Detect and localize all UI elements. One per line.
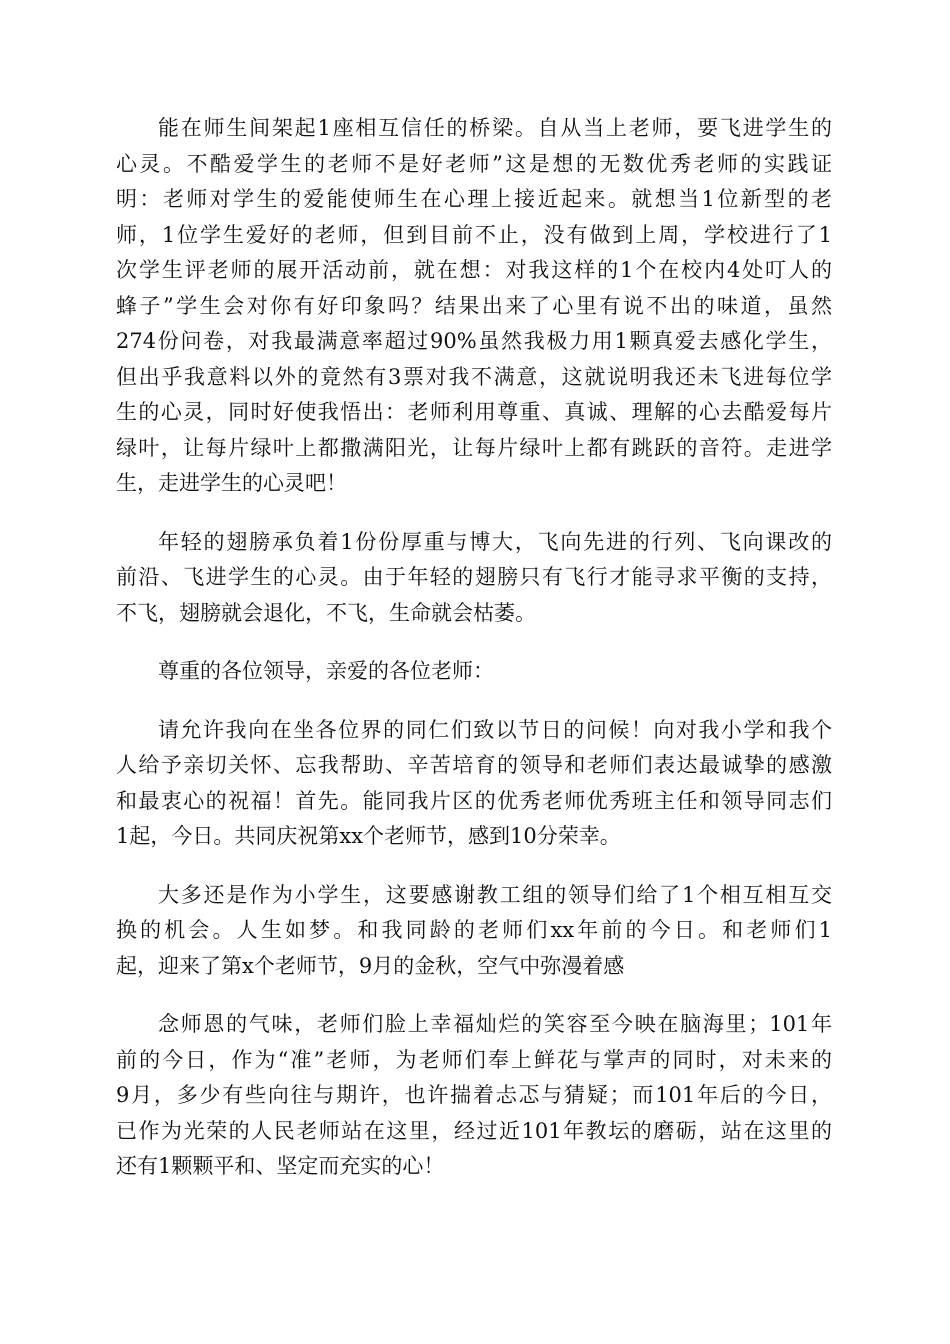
paragraph xyxy=(116,713,832,855)
text-line: 已作为光荣的人民老师站在这里，经过近101年教坛的磨砺，站在这里的 xyxy=(116,1118,832,1143)
text-line: 生，走进学生的心灵吧！ xyxy=(116,471,347,495)
text-line: 蜂子”学生会对你有好印象吗？结果出来了心里有说不出的味道，虽然 xyxy=(116,293,832,318)
text-line: 尊重的各位领导，亲爱的各位老师： xyxy=(158,659,494,683)
text-line: 心灵。不酷爱学生的老师不是好老师”这是想的无数优秀老师的实践证 xyxy=(116,151,832,176)
text-line: 师，1位学生爱好的老师，但到目前不止，没有做到上周，学校进行了1 xyxy=(116,222,832,247)
text-line: 换的机会。人生如梦。和我同龄的老师们xx年前的今日。和老师们1 xyxy=(116,918,832,942)
text-line: 绿叶，让每片绿叶上都撒满阳光，让每片绿叶上都有跳跃的音符。走进学 xyxy=(116,435,832,460)
text-line: 1起，今日。共同庆祝第xx个老师节，感到10分荣幸。 xyxy=(116,824,621,848)
text-line: 9月，多少有些向往与期许，也许揣着忐忑与猜疑；而101年后的今日， xyxy=(116,1083,832,1107)
text-line: 前沿、飞进学生的心灵。由于年轻的翅膀只有飞行才能寻求平衡的支持， xyxy=(116,565,832,589)
paragraph xyxy=(116,654,832,690)
text-line: 能在师生间架起1座相互信任的桥梁。自从当上老师，要飞进学生的 xyxy=(158,116,832,140)
text-line: 次学生评老师的展开活动前，就在想：对我这样的1个在校内4处叮人的 xyxy=(116,258,832,282)
text-line: 大多还是作为小学生，这要感谢教工组的领导们给了1个相互相互交 xyxy=(158,882,832,907)
document-page xyxy=(116,111,832,1208)
paragraph xyxy=(116,878,832,985)
text-line: 明：老师对学生的爱能使师生在心理上接近起来。就想当1位新型的老 xyxy=(116,187,832,211)
text-line: 请允许我向在坐各位界的同仁们致以节日的问候！向对我小学和我个 xyxy=(158,717,832,742)
text-line: 但出乎我意料以外的竟然有3票对我不满意，这就说明我还未飞进每位学 xyxy=(116,364,832,389)
text-line: 前的今日，作为“准”老师，为老师们奉上鲜花与掌声的同时，对未来的 xyxy=(116,1047,832,1072)
text-line: 人给予亲切关怀、忘我帮助、辛苦培育的领导和老师们表达最诚挚的感激 xyxy=(116,753,832,777)
text-line: 念师恩的气味，老师们脸上幸福灿烂的笑容至今映在脑海里；101年 xyxy=(158,1012,832,1036)
text-line: 和最衷心的祝福！首先。能同我片区的优秀老师优秀班主任和领导同志们 xyxy=(116,788,832,813)
paragraph xyxy=(116,1007,832,1185)
paragraph xyxy=(116,111,832,502)
text-line: 起，迎来了第x个老师节，9月的金秋，空气中弥漫着感 xyxy=(116,953,625,978)
text-line: 274份问卷，对我最满意率超过90%虽然我极力用1颗真爱去感化学生， xyxy=(116,329,832,353)
text-line: 年轻的翅膀承负着1份份厚重与博大，飞向先进的行列、飞向课改的 xyxy=(158,529,832,554)
text-line: 还有1颗颗平和、坚定而充实的心！ xyxy=(116,1154,445,1178)
text-line: 不飞，翅膀就会退化，不飞，生命就会枯萎。 xyxy=(116,600,536,625)
text-line: 生的心灵，同时好使我悟出：老师利用尊重、真诚、理解的心去酷爱每片 xyxy=(116,400,832,424)
paragraph xyxy=(116,525,832,632)
